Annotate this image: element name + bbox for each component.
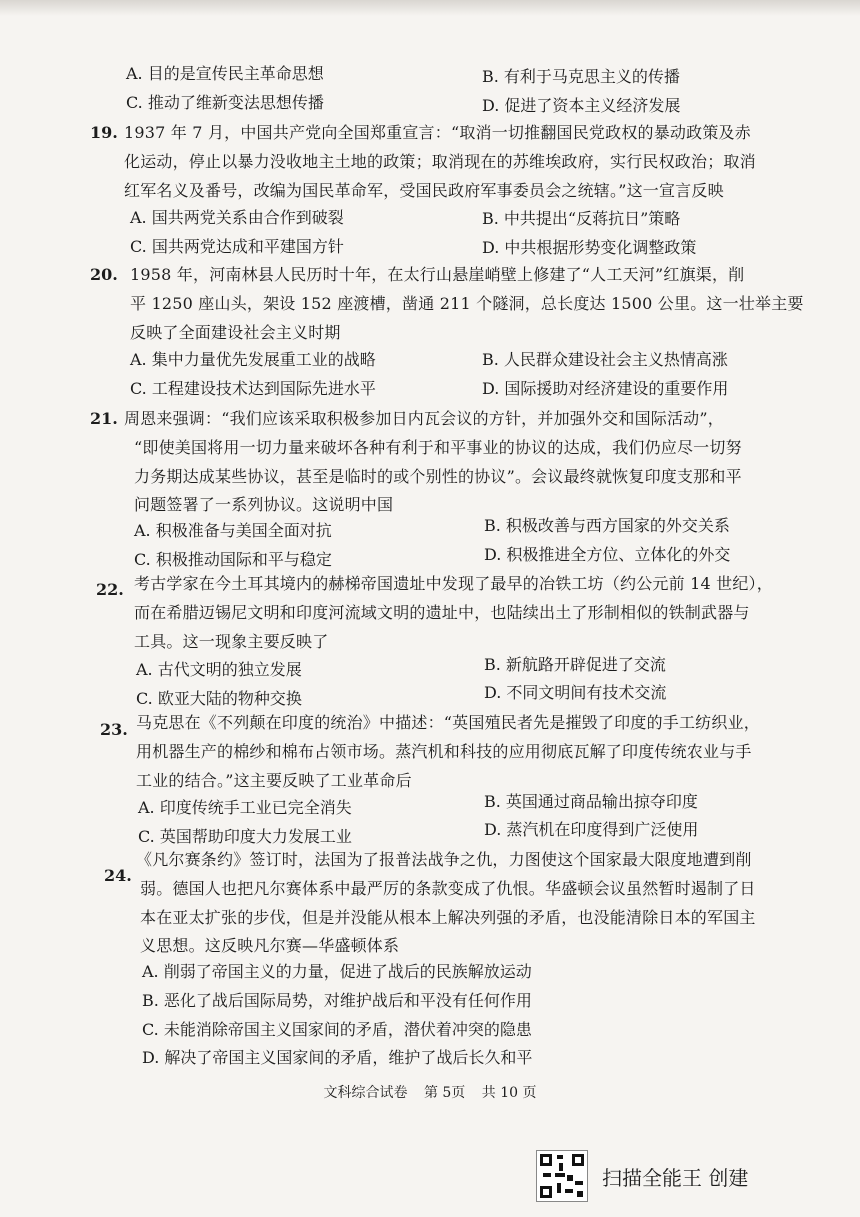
footer-subject: 文科综合试卷 xyxy=(323,1085,408,1101)
question-23-line: 马克思在《不列颠在印度的统治》中描述：“英国殖民者先是摧毁了印度的手工纺织业， xyxy=(136,713,760,732)
question-20-option-a: A. 集中力量优先发展重工业的战略 xyxy=(130,350,376,369)
question-20-number: 20. xyxy=(90,265,118,284)
question-23-number: 23. xyxy=(100,720,128,739)
question-22-line: 考古学家在今土耳其境内的赫梯帝国遗址中发现了最早的冶铁工坊（约公元前 14 世纪）， xyxy=(134,574,773,593)
prev-option-c: C. 推动了维新变法思想传播 xyxy=(126,93,324,112)
question-19-line: 1937 年 7 月，中国共产党向全国郑重宣言：“取消一切推翻国民党政权的暴动政策及赤 xyxy=(124,123,751,142)
prev-option-b: B. 有利于马克思主义的传播 xyxy=(482,67,680,86)
question-20-line: 1958 年，河南林县人民历时十年，在太行山悬崖峭壁上修建了“人工天河”红旗渠，削 xyxy=(130,265,745,284)
question-21-option-a: A. 积极准备与美国全面对抗 xyxy=(134,521,332,540)
question-24-line: 《凡尔赛条约》签订时，法国为了报普法战争之仇，力图使这个国家最大限度地遭到削 xyxy=(136,850,752,869)
question-22-option-a: A. 古代文明的独立发展 xyxy=(136,660,302,679)
page-footer xyxy=(0,1082,860,1102)
question-24-option-d: D. 解决了帝国主义国家间的矛盾，维护了战后长久和平 xyxy=(142,1048,533,1067)
question-23-option-b: B. 英国通过商品输出掠夺印度 xyxy=(484,792,698,811)
question-21-line: “即使美国将用一切力量来破坏各种有利于和平事业的协议的达成，我们仍应尽一切努 xyxy=(134,438,742,457)
question-20-line: 平 1250 座山头，架设 152 座渡槽，凿通 211 个隧洞，总长度达 1500 公里。这一壮举主要 xyxy=(130,294,804,313)
question-21-number: 21. xyxy=(90,409,118,428)
question-23-line: 工业的结合。”这主要反映了工业革命后 xyxy=(136,771,412,790)
footer-total-pages: 共 10 页 xyxy=(481,1085,537,1101)
question-19-line: 红军名义及番号，改编为国民革命军，受国民政府军事委员会之统辖。”这一宣言反映 xyxy=(124,181,724,200)
footer-page-number: 第 5页 xyxy=(423,1085,466,1101)
question-22-number: 22. xyxy=(96,580,124,599)
question-23-option-c: C. 英国帮助印度大力发展工业 xyxy=(138,827,352,846)
question-23-line: 用机器生产的棉纱和棉布占领市场。蒸汽机和科技的应用彻底瓦解了印度传统农业与手 xyxy=(136,742,752,761)
question-20-line: 反映了全面建设社会主义时期 xyxy=(130,323,341,342)
question-23-option-a: A. 印度传统手工业已完全消失 xyxy=(138,798,352,817)
question-19-option-c: C. 国共两党达成和平建国方针 xyxy=(130,237,344,256)
question-24-number: 24. xyxy=(104,866,132,885)
prev-option-a: A. 目的是宣传民主革命思想 xyxy=(126,64,324,83)
scanner-watermark xyxy=(536,1150,748,1202)
question-19-line: 化运动，停止以暴力没收地主土地的政策；取消现在的苏维埃政府，实行民权政治；取消 xyxy=(124,152,756,171)
question-24-option-a: A. 削弱了帝国主义的力量，促进了战后的民族解放运动 xyxy=(142,962,532,981)
question-21-option-c: C. 积极推动国际和平与稳定 xyxy=(134,550,332,569)
question-19-option-d: D. 中共根据形势变化调整政策 xyxy=(482,238,697,257)
question-22-line: 而在希腊迈锡尼文明和印度河流域文明的遗址中，也陆续出土了形制相似的铁制武器与 xyxy=(134,603,750,622)
prev-option-d: D. 促进了资本主义经济发展 xyxy=(482,96,681,115)
question-24-line: 弱。德国人也把凡尔赛体系中最严厉的条款变成了仇恨。华盛顿会议虽然暂时遏制了日 xyxy=(140,879,756,898)
question-21-line: 力务期达成某些协议，甚至是临时的或个别性的协议”。会议最终就恢复印度支那和平 xyxy=(134,467,742,486)
question-19-number: 19. xyxy=(90,123,118,142)
question-20-option-c: C. 工程建设技术达到国际先进水平 xyxy=(130,379,376,398)
question-20-option-b: B. 人民群众建设社会主义热情高涨 xyxy=(482,350,728,369)
question-19-option-a: A. 国共两党关系由合作到破裂 xyxy=(130,208,344,227)
question-23-option-d: D. 蒸汽机在印度得到广泛使用 xyxy=(484,820,699,839)
question-20-option-d: D. 国际援助对经济建设的重要作用 xyxy=(482,379,729,398)
qr-code-icon xyxy=(536,1150,588,1202)
question-22-option-d: D. 不同文明间有技术交流 xyxy=(484,683,667,702)
scan-edge xyxy=(0,0,860,16)
question-21-line: 问题签署了一系列协议。这说明中国 xyxy=(134,495,394,514)
question-22-line: 工具。这一现象主要反映了 xyxy=(134,632,329,651)
question-24-option-b: B. 恶化了战后国际局势，对维护战后和平没有任何作用 xyxy=(142,991,532,1010)
question-22-option-b: B. 新航路开辟促进了交流 xyxy=(484,655,666,674)
question-21-option-d: D. 积极推进全方位、立体化的外交 xyxy=(484,545,731,564)
question-21-option-b: B. 积极改善与西方国家的外交关系 xyxy=(484,516,730,535)
question-24-line: 本在亚太扩张的步伐，但是并没能从根本上解决列强的矛盾，也没能清除日本的军国主 xyxy=(140,908,756,927)
question-24-option-c: C. 未能消除帝国主义国家间的矛盾，潜伏着冲突的隐患 xyxy=(142,1020,532,1039)
question-22-option-c: C. 欧亚大陆的物种交换 xyxy=(136,689,302,708)
question-19-option-b: B. 中共提出“反蒋抗日”策略 xyxy=(482,209,681,228)
scanner-watermark-text: 扫描全能王 创建 xyxy=(602,1165,749,1190)
question-24-line: 义思想。这反映凡尔赛—华盛顿体系 xyxy=(140,936,400,955)
question-21-line: 周恩来强调：“我们应该采取积极参加日内瓦会议的方针，并加强外交和国际活动”， xyxy=(124,409,724,428)
